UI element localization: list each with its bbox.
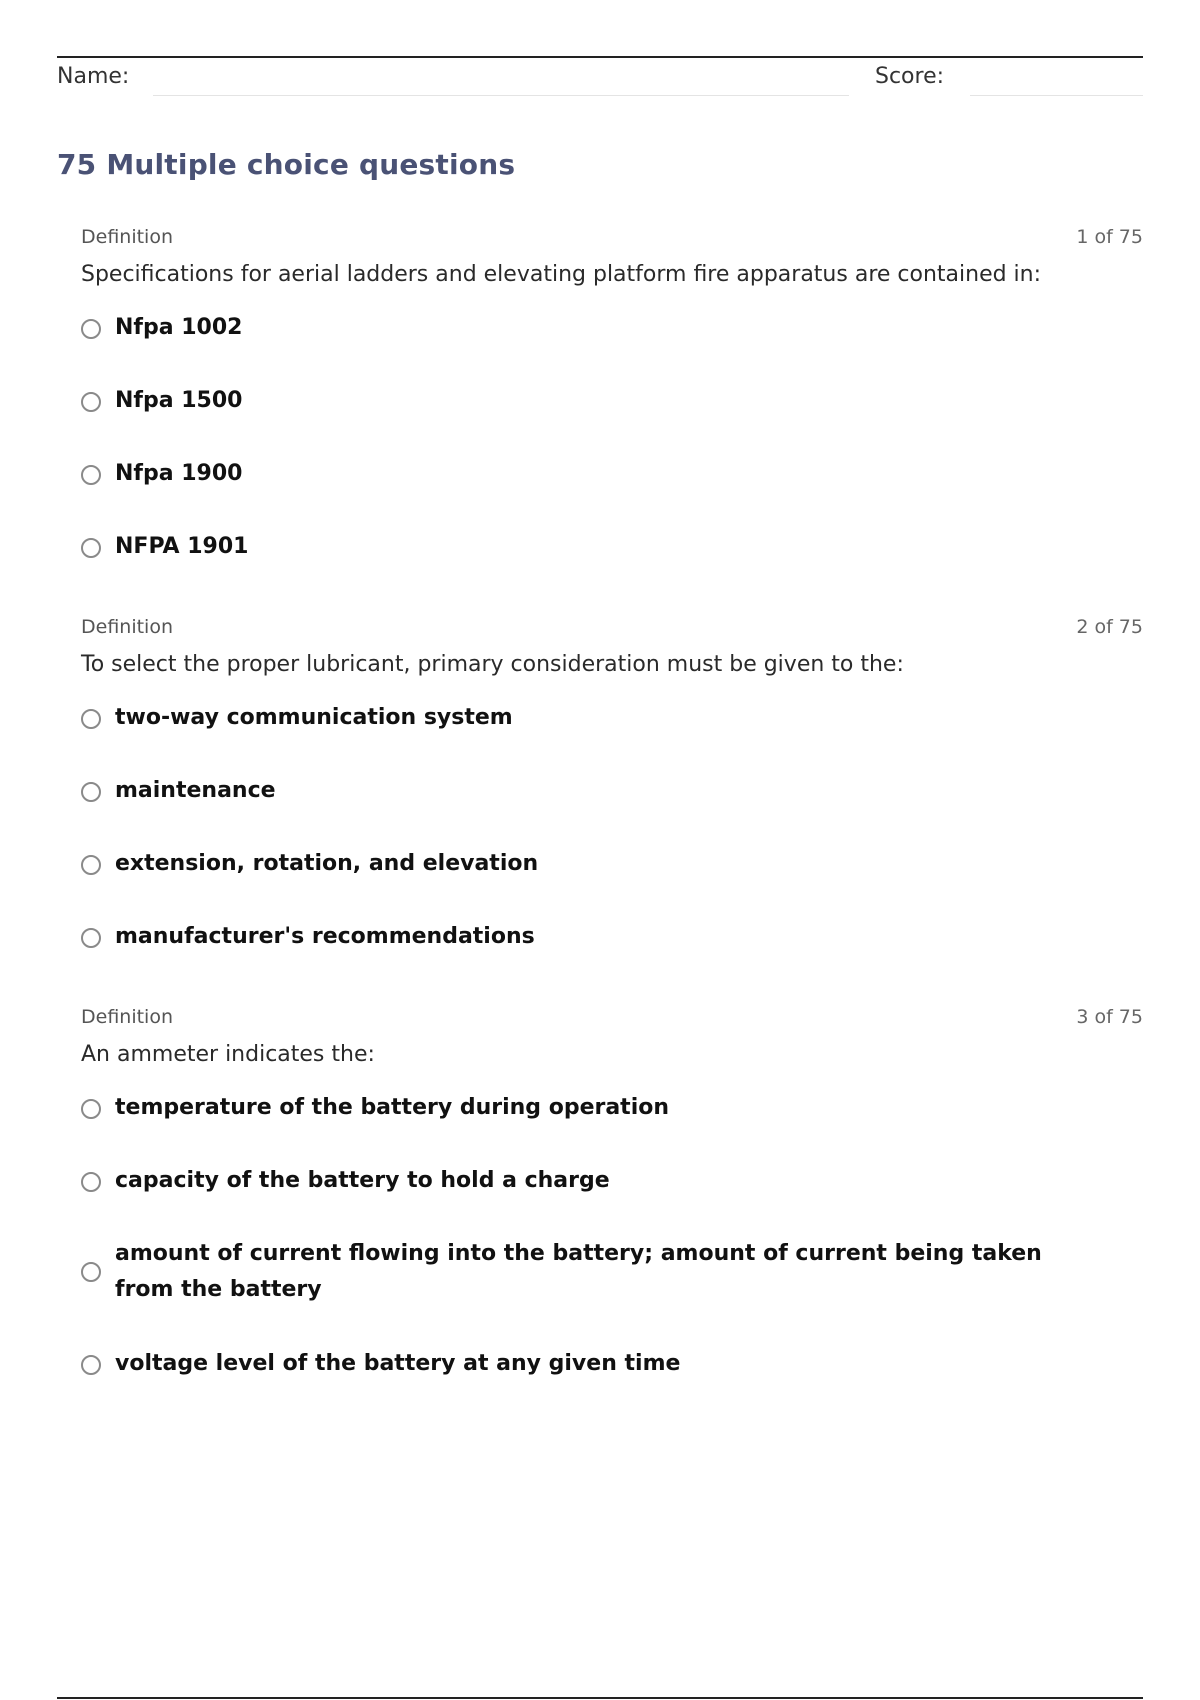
name-label: Name: bbox=[57, 64, 130, 89]
question-kind: Definition bbox=[81, 616, 174, 638]
answer-option[interactable] bbox=[81, 1242, 1143, 1352]
name-score-header bbox=[57, 60, 1143, 100]
score-label: Score: bbox=[875, 64, 945, 89]
question-kind: Definition bbox=[81, 1006, 174, 1028]
radio-button[interactable] bbox=[81, 319, 101, 339]
name-field[interactable] bbox=[153, 95, 849, 96]
question-1 bbox=[81, 226, 1143, 559]
question-header bbox=[81, 226, 1143, 252]
bottom-divider bbox=[57, 1697, 1143, 1699]
answer-label: Nfpa 1002 bbox=[115, 315, 243, 340]
radio-button[interactable] bbox=[81, 1355, 101, 1375]
top-divider bbox=[57, 56, 1143, 58]
radio-button[interactable] bbox=[81, 709, 101, 729]
radio-button[interactable] bbox=[81, 1262, 101, 1282]
question-text: To select the proper lubricant, primary consideration must be given to the: bbox=[81, 652, 904, 677]
question-counter: 1 of 75 bbox=[1076, 226, 1143, 248]
question-2 bbox=[81, 616, 1143, 949]
question-counter: 2 of 75 bbox=[1076, 616, 1143, 638]
answer-label: Nfpa 1500 bbox=[115, 388, 243, 413]
answer-label: maintenance bbox=[115, 778, 276, 803]
answer-label: NFPA 1901 bbox=[115, 534, 249, 559]
question-header bbox=[81, 616, 1143, 642]
answer-label: voltage level of the battery at any given time bbox=[115, 1351, 681, 1376]
answer-label: manufacturer's recommendations bbox=[115, 924, 535, 949]
answer-label: temperature of the battery during operation bbox=[115, 1095, 670, 1120]
radio-button[interactable] bbox=[81, 855, 101, 875]
question-counter: 3 of 75 bbox=[1076, 1006, 1143, 1028]
radio-button[interactable] bbox=[81, 465, 101, 485]
question-text: Specifications for aerial ladders and elevating platform fire apparatus are contained in: bbox=[81, 262, 1042, 287]
score-field[interactable] bbox=[970, 95, 1143, 96]
answer-option[interactable] bbox=[81, 706, 1143, 779]
answer-label: Nfpa 1900 bbox=[115, 461, 243, 486]
answer-label: amount of current flowing into the battery; amount of current being taken from the battery bbox=[115, 1241, 1042, 1302]
question-kind: Definition bbox=[81, 226, 174, 248]
radio-button[interactable] bbox=[81, 1099, 101, 1119]
answer-options bbox=[81, 1096, 1143, 1425]
answer-option[interactable] bbox=[81, 462, 1143, 535]
answer-option[interactable] bbox=[81, 316, 1143, 389]
answer-label: extension, rotation, and elevation bbox=[115, 851, 539, 876]
answer-option[interactable] bbox=[81, 925, 1143, 998]
worksheet-page bbox=[57, 0, 1143, 1700]
answer-option[interactable] bbox=[81, 389, 1143, 462]
answer-option[interactable] bbox=[81, 1352, 1143, 1425]
question-3 bbox=[81, 1006, 1143, 1376]
radio-button[interactable] bbox=[81, 928, 101, 948]
question-text: An ammeter indicates the: bbox=[81, 1042, 375, 1067]
radio-button[interactable] bbox=[81, 392, 101, 412]
section-title: 75 Multiple choice questions bbox=[57, 148, 516, 181]
question-header bbox=[81, 1006, 1143, 1032]
radio-button[interactable] bbox=[81, 1172, 101, 1192]
radio-button[interactable] bbox=[81, 538, 101, 558]
answer-options bbox=[81, 316, 1143, 608]
answer-label: two-way communication system bbox=[115, 705, 513, 730]
answer-option[interactable] bbox=[81, 535, 1143, 608]
answer-label: capacity of the battery to hold a charge bbox=[115, 1168, 610, 1193]
answer-option[interactable] bbox=[81, 779, 1143, 852]
answer-option[interactable] bbox=[81, 1096, 1143, 1169]
answer-option[interactable] bbox=[81, 1169, 1143, 1242]
radio-button[interactable] bbox=[81, 782, 101, 802]
answer-option[interactable] bbox=[81, 852, 1143, 925]
answer-options bbox=[81, 706, 1143, 998]
